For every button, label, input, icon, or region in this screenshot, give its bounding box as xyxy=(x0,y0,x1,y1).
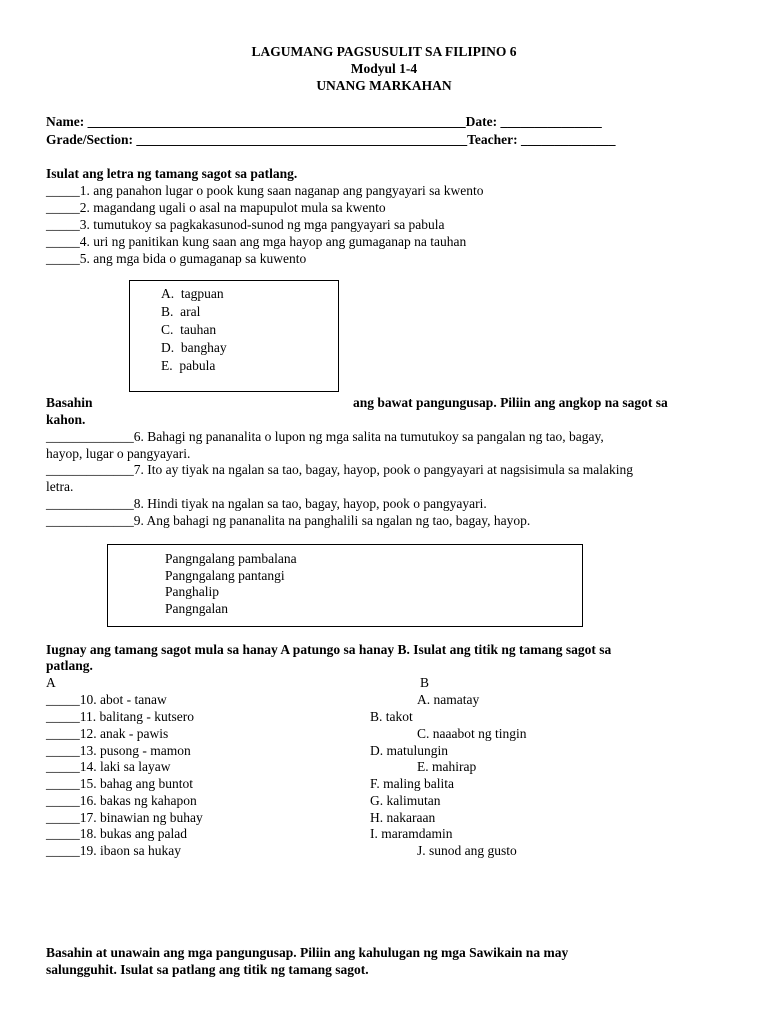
question-item: _____3. tumutukoy sa pagkakasunod-sunod ng mga pangyayari sa pabula xyxy=(46,217,445,232)
name-date-line[interactable]: Name: ________________________________________________________Date: _______________ xyxy=(46,114,602,129)
part1-instruction: Isulat ang letra ng tamang sagot sa patlang. xyxy=(46,166,298,181)
column-a-item: _____17. binawian ng buhay xyxy=(46,810,203,825)
question-line: _____________7. Ito ay tiyak na ngalan sa tao, bagay, hayop, pook o pangyayari at nagsisimula sa malaking xyxy=(46,462,633,477)
column-a-item: _____19. ibaon sa hukay xyxy=(46,843,181,858)
column-b-item: H. nakaraan xyxy=(370,810,436,825)
column-b-item: C. naaabot ng tingin xyxy=(417,726,527,741)
module-label: Modyul 1-4 xyxy=(350,61,418,76)
question-item: _____5. ang mga bida o gumaganap sa kuwento xyxy=(46,251,307,266)
column-b-header: B xyxy=(420,675,430,690)
question-item: _____1. ang panahon lugar o pook kung saan naganap ang pangyayari sa kwento xyxy=(46,183,484,198)
question-line: _____________8. Hindi tiyak na ngalan sa tao, bagay, hayop, pook o pangyayari. xyxy=(46,496,487,511)
question-item: _____4. uri ng panitikan kung saan ang mga hayop ang gumaganap na tauhan xyxy=(46,234,467,249)
column-a-item: _____13. pusong - mamon xyxy=(46,743,191,758)
choice-item: Pangngalan xyxy=(165,601,228,616)
column-b-item: I. maramdamin xyxy=(370,826,453,841)
column-a-item: _____15. bahag ang buntot xyxy=(46,776,193,791)
quarter-label: UNANG MARKAHAN xyxy=(316,78,452,93)
choice-item: C. tauhan xyxy=(161,322,217,337)
choice-item: Pangngalang pambalana xyxy=(165,551,297,566)
question-line: _____________9. Ang bahagi ng pananalita na panghalili sa ngalan ng tao, bagay, hayop. xyxy=(46,513,531,528)
column-a-item: _____18. bukas ang palad xyxy=(46,826,187,841)
question-line: _____________6. Bahagi ng pananalita o lupon ng mga salita na tumutukoy sa pangalan ng tao, bagay, xyxy=(46,429,604,444)
column-b-item: E. mahirap xyxy=(417,759,477,774)
choice-item: B. aral xyxy=(161,304,201,319)
choice-item: Pangngalang pantangi xyxy=(165,568,285,583)
part2-instruction-right: ang bawat pangungusap. Piliin ang angkop na sagot sa xyxy=(353,395,668,410)
part4-instruction-cont: salungguhit. Isulat sa patlang ang titik ng tamang sagot. xyxy=(46,962,369,977)
document-title: LAGUMANG PAGSUSULIT SA FILIPINO 6 xyxy=(251,44,517,59)
column-a-item: _____14. laki sa layaw xyxy=(46,759,171,774)
column-b-item: F. maling balita xyxy=(370,776,455,791)
choice-item: E. pabula xyxy=(161,358,216,373)
choice-item: A. tagpuan xyxy=(161,286,224,301)
column-a-item: _____16. bakas ng kahapon xyxy=(46,793,197,808)
part2-instruction-cont: kahon. xyxy=(46,412,86,427)
part3-instruction-cont: patlang. xyxy=(46,658,93,673)
column-b-item: B. takot xyxy=(370,709,413,724)
question-line: hayop, lugar o pangyayari. xyxy=(46,446,191,461)
column-a-item: _____12. anak - pawis xyxy=(46,726,169,741)
question-item: _____2. magandang ugali o asal na mapupulot mula sa kwento xyxy=(46,200,386,215)
column-b-item: D. matulungin xyxy=(370,743,448,758)
column-b-item: A. namatay xyxy=(417,692,480,707)
column-b-item: G. kalimutan xyxy=(370,793,441,808)
choice-item: Panghalip xyxy=(165,584,219,599)
part2-instruction-left: Basahin xyxy=(46,395,93,410)
choice-item: D. banghay xyxy=(161,340,227,355)
column-a-item: _____10. abot - tanaw xyxy=(46,692,167,707)
column-a-item: _____11. balitang - kutsero xyxy=(46,709,194,724)
column-b-item: J. sunod ang gusto xyxy=(417,843,517,858)
column-a-header: A xyxy=(46,675,56,690)
question-line: letra. xyxy=(46,479,74,494)
part3-instruction: Iugnay ang tamang sagot mula sa hanay A patungo sa hanay B. Isulat ang titik ng tamang sagot sa xyxy=(46,642,612,657)
part4-instruction: Basahin at unawain ang mga pangungusap. Piliin ang kahulugan ng mga Sawikain na may xyxy=(46,945,569,960)
grade-teacher-line[interactable]: Grade/Section: _________________________________________________Teacher: ______________ xyxy=(46,132,616,147)
